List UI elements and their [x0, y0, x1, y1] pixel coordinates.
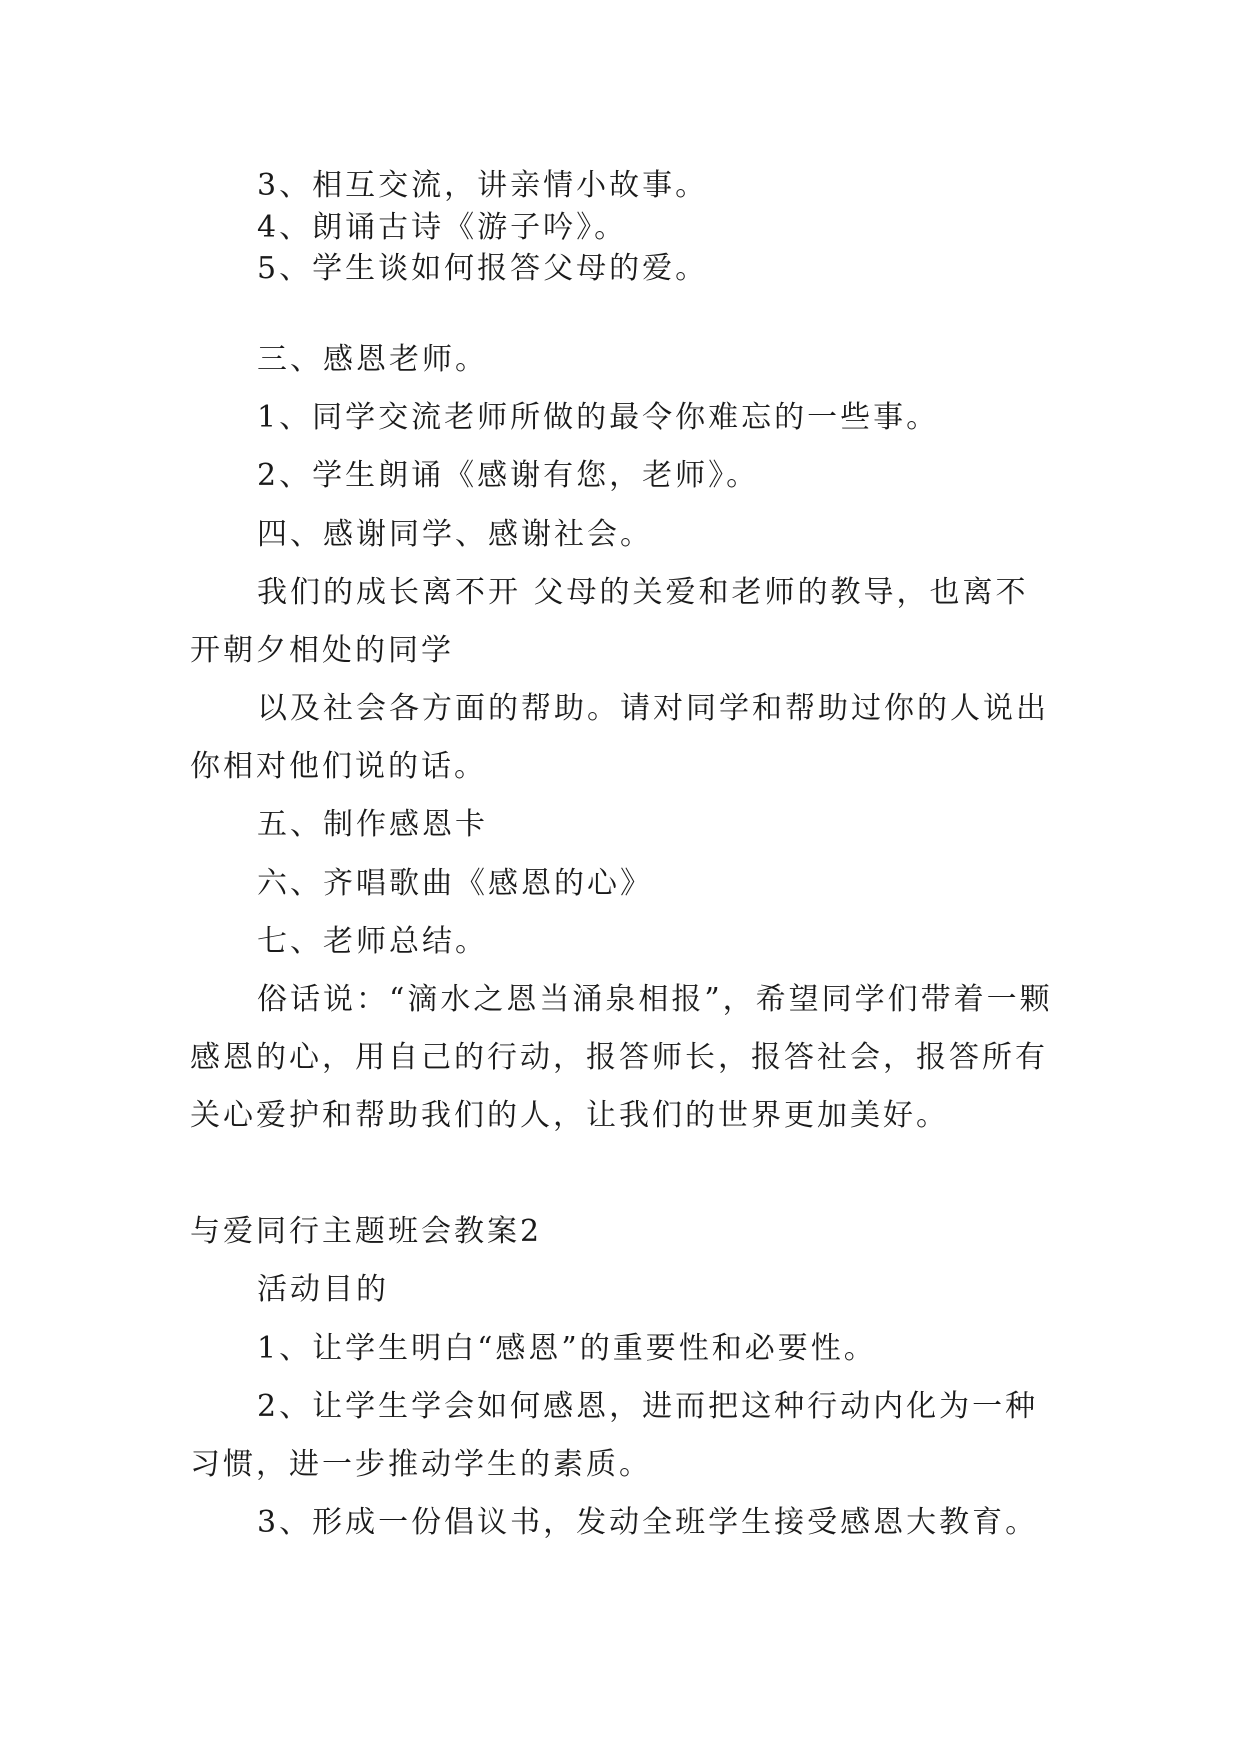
text-line: 开朝夕相处的同学 [190, 633, 454, 668]
section-heading: 四、感谢同学、感谢社会。 [257, 517, 653, 552]
section-heading: 五、制作感恩卡 [257, 807, 488, 842]
text-line: 1、同学交流老师所做的最令你难忘的一些事。 [257, 400, 940, 435]
text-line: 2、让学生学会如何感恩，进而把这种行动内化为一种 [257, 1389, 1039, 1424]
text-line: 感恩的心，用自己的行动，报答师长，报答社会，报答所有 [190, 1040, 1048, 1075]
text-line: 1、让学生明白“感恩”的重要性和必要性。 [257, 1331, 877, 1366]
document-title: 与爱同行主题班会教案2 [190, 1214, 543, 1249]
section-heading: 三、感恩老师。 [257, 342, 488, 377]
text-line: 我们的成长离不开 父母的关爱和老师的教导，也离不 [257, 575, 1029, 610]
text-line: 5、学生谈如何报答父母的爱。 [257, 251, 709, 286]
section-heading: 七、老师总结。 [257, 924, 488, 959]
text-line: 俗话说：“滴水之恩当涌泉相报”，希望同学们带着一颗 [257, 982, 1053, 1017]
section-heading: 六、齐唱歌曲《感恩的心》 [257, 866, 653, 901]
section-heading: 活动目的 [257, 1272, 389, 1307]
text-line: 4、朗诵古诗《游子吟》。 [257, 210, 628, 245]
text-line: 以及社会各方面的帮助。请对同学和帮助过你的人说出 [257, 691, 1049, 726]
text-line: 关心爱护和帮助我们的人，让我们的世界更加美好。 [190, 1098, 949, 1133]
text-line: 习惯，进一步推动学生的素质。 [190, 1447, 652, 1482]
text-line: 2、学生朗诵《感谢有您，老师》。 [257, 458, 760, 493]
text-line: 3、相互交流，讲亲情小故事。 [257, 168, 709, 203]
text-line: 3、形成一份倡议书，发动全班学生接受感恩大教育。 [257, 1505, 1039, 1540]
text-line: 你相对他们说的话。 [190, 749, 487, 784]
